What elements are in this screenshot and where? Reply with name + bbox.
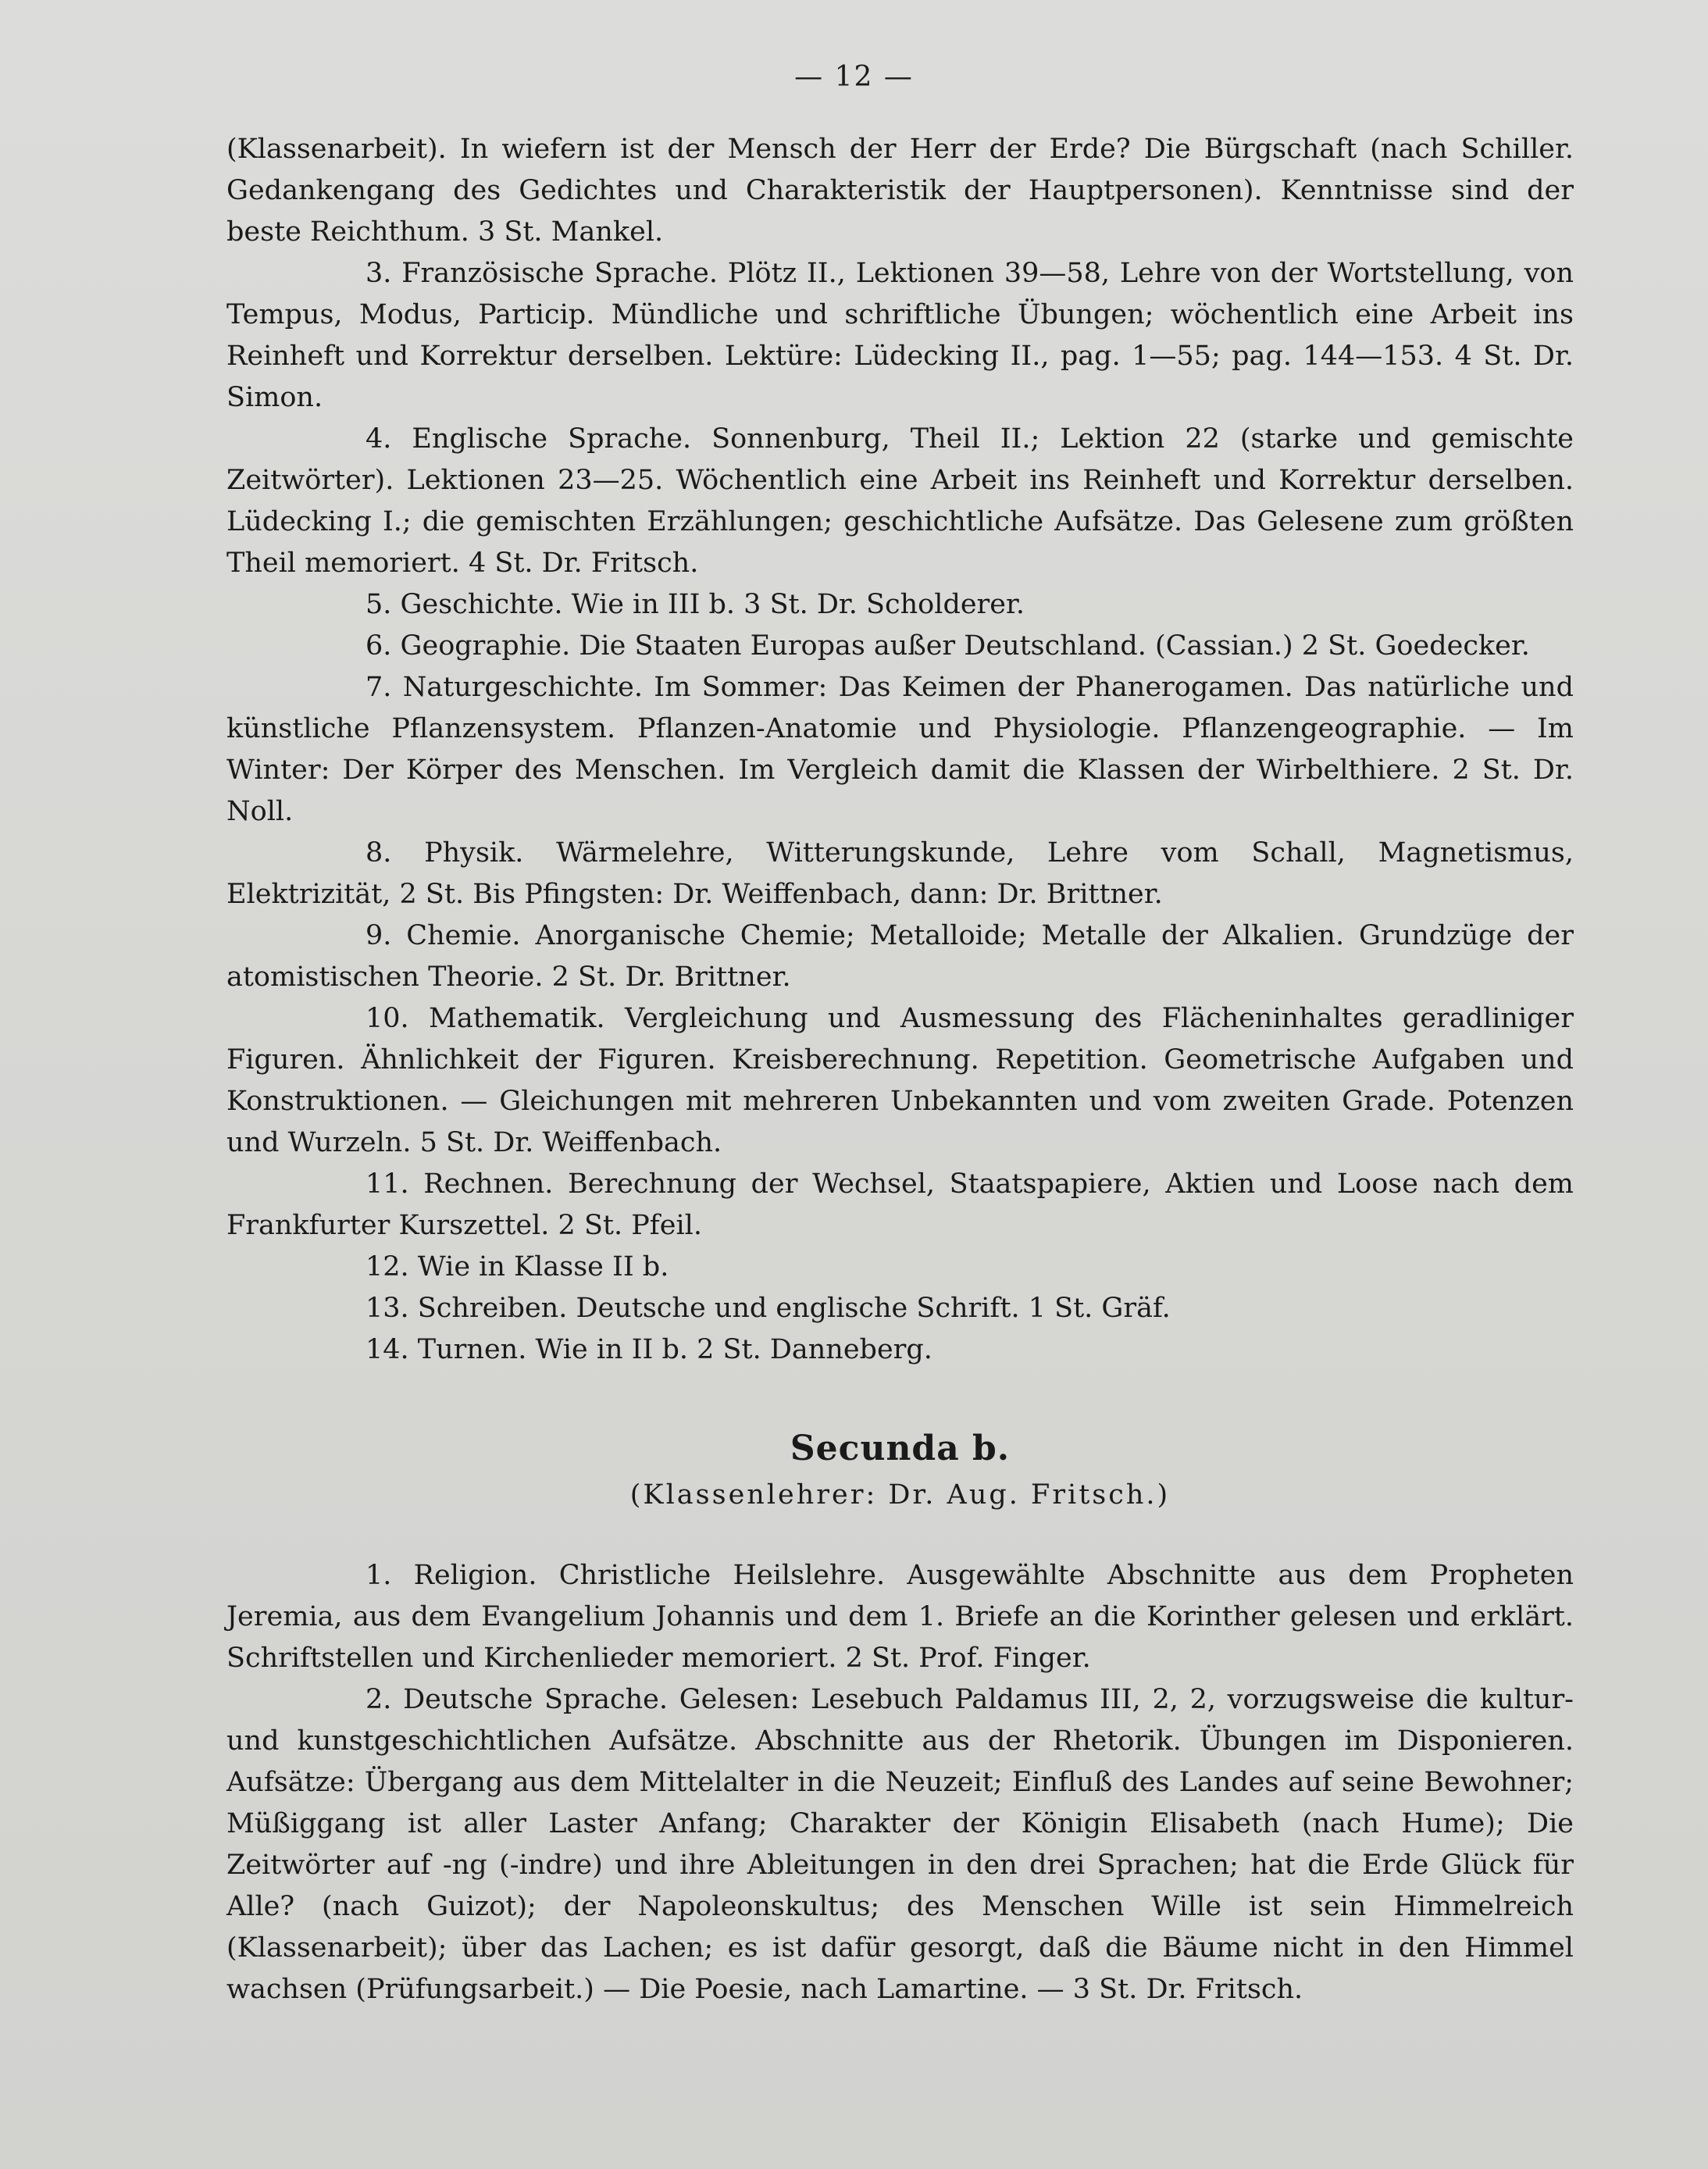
paragraph-chemistry: 9. Chemie. Anorganische Chemie; Metalloide; Metalle der Alkalien. Grundzüge der atomistischen Theorie. 2 St. Dr. Brittner. (226, 920, 1574, 993)
paragraph-natural-history: 7. Naturgeschichte. Im Sommer: Das Keimen der Phanerogamen. Das natürliche und künstliche Pflanzensystem. Pflanzen-Anatomie und Physiologie. Pflanzengeographie. — Im Winter: Der Körper des Menschen. Im Vergleich damit die Klassen der Wirbelthiere. 2 St. Dr. Noll. (226, 672, 1574, 827)
section-heading: Secunda b. (790, 1429, 1011, 1468)
paragraph-religion: 1. Religion. Christliche Heilslehre. Ausgewählte Abschnitte aus dem Propheten Jeremia, aus dem Evangelium Johannis und dem 1. Briefe an die Korinther gelesen und erklärt. Schriftstellen und Kirchenlieder memoriert. 2 St. Prof. Finger. (226, 1560, 1574, 1674)
paragraph-french: 3. Französische Sprache. Plötz II., Lektionen 39—58, Lehre von der Wortstellung, von Tempus, Modus, Particip. Mündliche und schriftliche Übungen; wöchentlich eine Arbeit ins Reinheft und Korrektur derselben. Lektüre: Lüdecking II., pag. 1—55; pag. 144—153. 4 St. Dr. Simon. (226, 258, 1574, 413)
paragraph-item-12: 12. Wie in Klasse II b. (365, 1251, 669, 1282)
paragraph-gymnastics: 14. Turnen. Wie in II b. 2 St. Danneberg. (365, 1334, 932, 1365)
paragraph-mathematics: 10. Mathematik. Vergleichung und Ausmessung des Flächeninhaltes geradliniger Figuren. Ähnlichkeit der Figuren. Kreisberechnung. Repetition. Geometrische Aufgaben und Konstruktionen. — Gleichungen mit mehreren Unbekannten und vom zweiten Grade. Potenzen und Wurzeln. 5 St. Dr. Weiffenbach. (226, 1003, 1574, 1158)
spacer (226, 1518, 1574, 1555)
document-body (226, 129, 1574, 2010)
paragraph-physics: 8. Physik. Wärmelehre, Witterungskunde, Lehre vom Schall, Magnetismus, Elektrizität, 2 St. Bis Pfingsten: Dr. Weiffenbach, dann: Dr. Brittner. (226, 837, 1574, 910)
paragraph-english: 4. Englische Sprache. Sonnenburg, Theil II.; Lektion 22 (starke und gemischte Zeitwörter). Lektionen 23—25. Wöchentlich eine Arbeit ins Reinheft und Korrektur derselben. Lüdecking I.; die gemischten Erzählungen; geschichtliche Aufsätze. Das Gelesene zum größten Theil memoriert. 4 St. Dr. Fritsch. (226, 423, 1574, 579)
spacer (226, 1371, 1574, 1425)
paragraph-writing: 13. Schreiben. Deutsche und englische Schrift. 1 St. Gräf. (365, 1293, 1171, 1324)
page-number: — 12 — (794, 61, 914, 93)
paragraph-continuation: (Klassenarbeit). In wiefern ist der Mensch der Herr der Erde? Die Bürgschaft (nach Schiller. Gedankengang des Gedichtes und Charakteristik der Hauptpersonen). Kenntnisse sind der beste Reichthum. 3 St. Mankel. (226, 134, 1574, 248)
paragraph-history: 5. Geschichte. Wie in III b. 3 St. Dr. Scholderer. (365, 589, 1025, 620)
paragraph-geography: 6. Geographie. Die Staaten Europas außer Deutschland. (Cassian.) 2 St. Goedecker. (365, 630, 1530, 662)
paragraph-arithmetic: 11. Rechnen. Berechnung der Wechsel, Staatspapiere, Aktien und Loose nach dem Frankfurter Kurszettel. 2 St. Pfeil. (226, 1168, 1574, 1241)
section-subheading: (Klassenlehrer: Dr. Aug. Fritsch.) (629, 1479, 1171, 1511)
paragraph-german: 2. Deutsche Sprache. Gelesen: Lesebuch Paldamus III, 2, 2, vorzugsweise die kultur- und kunstgeschichtlichen Aufsätze. Abschnitte aus der Rhetorik. Übungen im Disponieren. Aufsätze: Übergang aus dem Mittelalter in die Neuzeit; Einfluß des Landes auf seine Bewohner; Müßiggang ist aller Laster Anfang; Charakter der Königin Elisabeth (nach Hume); Die Zeitwörter auf -ng (-indre) und ihre Ableitungen in den drei Sprachen; hat die Erde Glück für Alle? (nach Guizot); der Napoleonskultus; des Menschen Wille ist sein Himmelreich (Klassenarbeit); über das Lachen; es ist dafür gesorgt, daß die Bäume nicht in den Himmel wachsen (Prüfungsarbeit.) — Die Poesie, nach Lamartine. — 3 St. Dr. Fritsch. (226, 1684, 1574, 2005)
